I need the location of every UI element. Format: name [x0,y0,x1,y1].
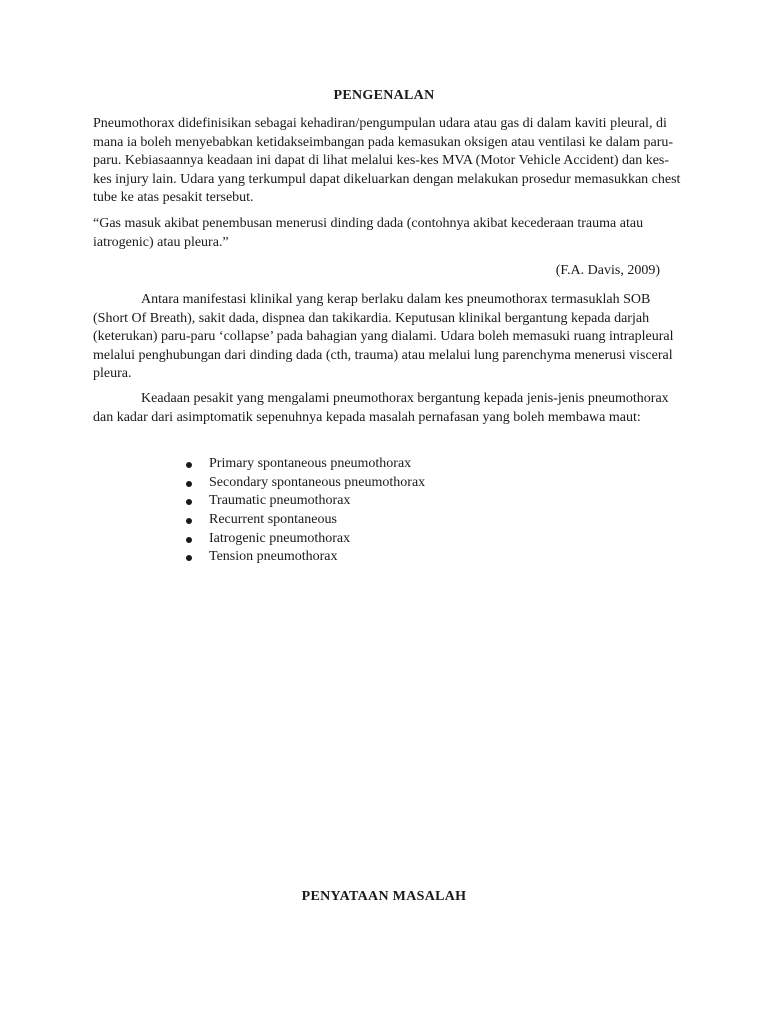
intro-paragraph: Pneumothorax didefinisikan sebagai kehadiran/pengumpulan udara atau gas di dalam kaviti pleural, di mana ia boleh menyebabkan ketidakseimbangan pada kemasukan oksigen atau ventilasi ke dalam paru-paru. Kebiasaannya keadaan ini dapat di lihat melalui kes-kes MVA (Motor Vehicle Accident) dan kes-kes injury lain. Udara yang terkumpul dapat dikeluarkan dengan melakukan prosedur memasukkan chest tube ke atas pesakit tersebut. [93,116,681,206]
bullet-icon [186,518,192,524]
section-heading-penyataan-masalah: PENYATAAN MASALAH [301,889,467,904]
list-item: Iatrogenic pneumothorax [186,530,425,549]
bullet-icon [186,481,192,487]
section-heading-pengenalan: PENGENALAN [333,88,435,103]
quote-paragraph: “Gas masuk akibat penembusan menerusi dinding dada (contohnya akibat kecederaan trauma atau iatrogenic) atau pleura.” [93,216,644,250]
manifestation-paragraph: Antara manifestasi klinikal yang kerap berlaku dalam kes pneumothorax termasuklah SOB (Short Of Breath), sakit dada, dispnea dan takikardia. Keputusan klinikal bergantung kepada darjah (keterukan) paru-paru ‘collapse’ pada bahagian yang dialami. Udara boleh memasuki ruang intrapleural melalui penghubungan dari dinding dada (cth, trauma) atau melalui lung parenchyma menerusi visceral pleura. [93,292,674,382]
list-item: Recurrent spontaneous [186,511,425,530]
list-item: Primary spontaneous pneumothorax [186,455,425,474]
citation: (F.A. Davis, 2009) [555,263,660,278]
bullet-icon [186,537,192,543]
bullet-icon [186,499,192,505]
list-item: Tension pneumothorax [186,548,425,567]
bullet-icon [186,462,192,468]
pneumothorax-types-list [186,455,425,567]
list-item: Secondary spontaneous pneumothorax [186,474,425,493]
bullet-icon [186,555,192,561]
condition-paragraph: Keadaan pesakit yang mengalami pneumothorax bergantung kepada jenis-jenis pneumothorax dan kadar dari asimptomatik sepenuhnya kepada masalah pernafasan yang boleh membawa maut: [93,391,669,425]
list-item: Traumatic pneumothorax [186,492,425,511]
